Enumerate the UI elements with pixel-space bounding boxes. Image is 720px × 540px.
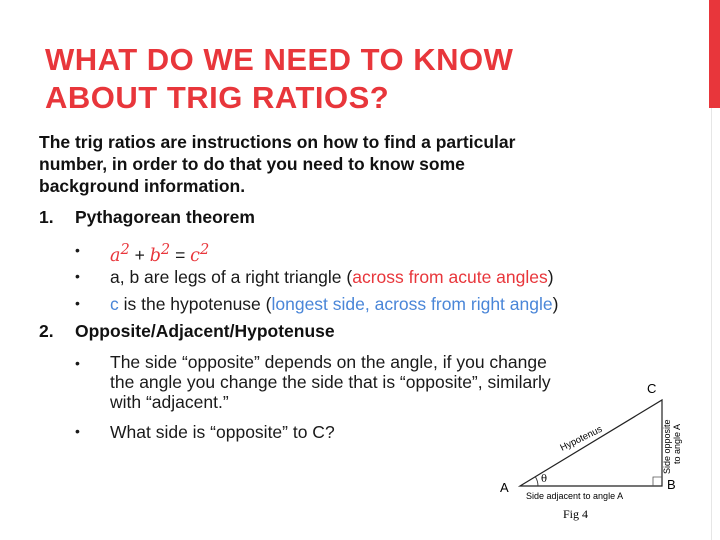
hypotenuse-label: Hypotenus bbox=[558, 423, 605, 454]
question-text: What side is “opposite” to C? bbox=[110, 422, 335, 442]
item-1-number: 1. bbox=[39, 207, 54, 227]
bullet-dot: • bbox=[75, 268, 80, 284]
item-1-title: Pythagorean theorem bbox=[75, 207, 255, 227]
vertex-b-label: B bbox=[667, 477, 676, 492]
right-divider bbox=[711, 108, 712, 540]
slide-title bbox=[45, 41, 645, 117]
item-2-title: Opposite/Adjacent/Hypotenuse bbox=[75, 321, 335, 341]
opposite-line-3: with “adjacent.” bbox=[110, 392, 229, 412]
bullet-dot: • bbox=[75, 242, 80, 258]
opposite-side-label-1: Side opposite bbox=[662, 419, 672, 474]
pythagorean-formula: $a^2 + b^2 = c^2$ bbox=[110, 241, 210, 266]
opposite-line-2: the angle you change the side that is “opposite”, similarly bbox=[110, 372, 551, 392]
opposite-side-label-2: to angle A bbox=[672, 423, 682, 464]
intro-line-2: number, in order to do that you need to know some bbox=[39, 154, 465, 174]
legs-text: a, b are legs of a right triangle (across from acute angles) bbox=[110, 267, 554, 287]
figure-caption: Fig 4 bbox=[563, 507, 589, 521]
vertex-a-label: A bbox=[500, 480, 509, 495]
title-line-2: ABOUT TRIG RATIOS? bbox=[45, 80, 390, 115]
accent-bar bbox=[709, 0, 720, 108]
title-line-1: WHAT DO WE NEED TO KNOW bbox=[45, 42, 514, 77]
opposite-line-1: The side “opposite” depends on the angle, if you change bbox=[110, 352, 547, 372]
vertex-c-label: C bbox=[647, 381, 657, 396]
intro-text bbox=[39, 131, 639, 197]
intro-line-1: The trig ratios are instructions on how to find a particular bbox=[39, 132, 516, 152]
item-2-number: 2. bbox=[39, 321, 54, 341]
angle-arc bbox=[536, 477, 539, 486]
right-triangle-figure bbox=[495, 378, 695, 528]
intro-line-3: background information. bbox=[39, 176, 246, 196]
bullet-dot: • bbox=[75, 355, 80, 371]
theta-label: θ bbox=[541, 474, 548, 485]
adjacent-side-label: Side adjacent to angle A bbox=[526, 491, 624, 501]
bullet-dot: • bbox=[75, 295, 80, 311]
hypotenuse-text: c is the hypotenuse (longest side, across from right angle) bbox=[110, 294, 559, 314]
right-angle-mark bbox=[653, 477, 662, 486]
bullet-dot: • bbox=[75, 423, 80, 439]
